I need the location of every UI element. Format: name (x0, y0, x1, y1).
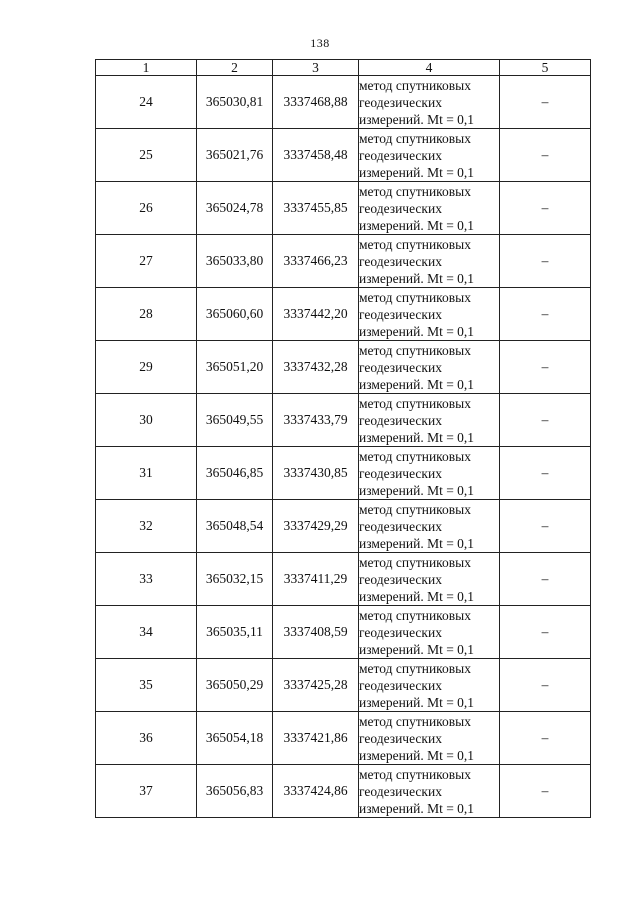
point-number-cell: 34 (96, 606, 197, 659)
y-coordinate-cell: 3337455,85 (273, 182, 359, 235)
point-number-cell: 32 (96, 500, 197, 553)
y-coordinate-cell: 3337458,48 (273, 129, 359, 182)
y-coordinate-cell: 3337466,23 (273, 235, 359, 288)
column-header: 2 (197, 60, 273, 76)
note-cell: – (500, 341, 591, 394)
table-row (96, 235, 591, 288)
method-cell: метод спутниковых геодезических измерений. Mt = 0,1 (359, 553, 500, 606)
x-coordinate-cell: 365056,83 (197, 765, 273, 818)
x-coordinate-cell: 365049,55 (197, 394, 273, 447)
x-coordinate-cell: 365054,18 (197, 712, 273, 765)
column-header: 3 (273, 60, 359, 76)
y-coordinate-cell: 3337430,85 (273, 447, 359, 500)
note-cell: – (500, 765, 591, 818)
point-number-cell: 28 (96, 288, 197, 341)
table-row (96, 341, 591, 394)
y-coordinate-cell: 3337429,29 (273, 500, 359, 553)
method-cell: метод спутниковых геодезических измерений. Mt = 0,1 (359, 712, 500, 765)
point-number-cell: 31 (96, 447, 197, 500)
method-cell: метод спутниковых геодезических измерений. Mt = 0,1 (359, 288, 500, 341)
point-number-cell: 27 (96, 235, 197, 288)
y-coordinate-cell: 3337425,28 (273, 659, 359, 712)
y-coordinate-cell: 3337442,20 (273, 288, 359, 341)
note-cell: – (500, 553, 591, 606)
table-row (96, 129, 591, 182)
method-cell: метод спутниковых геодезических измерений. Mt = 0,1 (359, 447, 500, 500)
table-row (96, 606, 591, 659)
table-row (96, 553, 591, 606)
note-cell: – (500, 500, 591, 553)
table-row (96, 182, 591, 235)
note-cell: – (500, 182, 591, 235)
point-number-cell: 33 (96, 553, 197, 606)
y-coordinate-cell: 3337421,86 (273, 712, 359, 765)
note-cell: – (500, 712, 591, 765)
note-cell: – (500, 394, 591, 447)
point-number-cell: 25 (96, 129, 197, 182)
x-coordinate-cell: 365051,20 (197, 341, 273, 394)
x-coordinate-cell: 365048,54 (197, 500, 273, 553)
table-row (96, 76, 591, 129)
table-row (96, 500, 591, 553)
coordinates-table (95, 59, 591, 818)
table-row (96, 765, 591, 818)
point-number-cell: 35 (96, 659, 197, 712)
y-coordinate-cell: 3337468,88 (273, 76, 359, 129)
x-coordinate-cell: 365050,29 (197, 659, 273, 712)
page-number: 138 (310, 36, 330, 50)
method-cell: метод спутниковых геодезических измерений. Mt = 0,1 (359, 659, 500, 712)
table-row (96, 712, 591, 765)
note-cell: – (500, 447, 591, 500)
note-cell: – (500, 129, 591, 182)
table-row (96, 447, 591, 500)
table-row (96, 659, 591, 712)
point-number-cell: 30 (96, 394, 197, 447)
x-coordinate-cell: 365033,80 (197, 235, 273, 288)
x-coordinate-cell: 365060,60 (197, 288, 273, 341)
method-cell: метод спутниковых геодезических измерений. Mt = 0,1 (359, 129, 500, 182)
point-number-cell: 24 (96, 76, 197, 129)
method-cell: метод спутниковых геодезических измерений. Mt = 0,1 (359, 182, 500, 235)
table-row (96, 288, 591, 341)
x-coordinate-cell: 365021,76 (197, 129, 273, 182)
note-cell: – (500, 288, 591, 341)
method-cell: метод спутниковых геодезических измерений. Mt = 0,1 (359, 606, 500, 659)
x-coordinate-cell: 365032,15 (197, 553, 273, 606)
y-coordinate-cell: 3337433,79 (273, 394, 359, 447)
point-number-cell: 37 (96, 765, 197, 818)
x-coordinate-cell: 365030,81 (197, 76, 273, 129)
y-coordinate-cell: 3337432,28 (273, 341, 359, 394)
table-row (96, 394, 591, 447)
method-cell: метод спутниковых геодезических измерений. Mt = 0,1 (359, 500, 500, 553)
y-coordinate-cell: 3337408,59 (273, 606, 359, 659)
point-number-cell: 26 (96, 182, 197, 235)
table-body (96, 76, 591, 818)
method-cell: метод спутниковых геодезических измерений. Mt = 0,1 (359, 76, 500, 129)
method-cell: метод спутниковых геодезических измерений. Mt = 0,1 (359, 394, 500, 447)
method-cell: метод спутниковых геодезических измерений. Mt = 0,1 (359, 341, 500, 394)
method-cell: метод спутниковых геодезических измерений. Mt = 0,1 (359, 235, 500, 288)
column-header: 5 (500, 60, 591, 76)
note-cell: – (500, 76, 591, 129)
point-number-cell: 29 (96, 341, 197, 394)
note-cell: – (500, 659, 591, 712)
table-header-row (96, 60, 591, 76)
x-coordinate-cell: 365024,78 (197, 182, 273, 235)
method-cell: метод спутниковых геодезических измерений. Mt = 0,1 (359, 765, 500, 818)
note-cell: – (500, 235, 591, 288)
note-cell: – (500, 606, 591, 659)
column-header: 4 (359, 60, 500, 76)
x-coordinate-cell: 365046,85 (197, 447, 273, 500)
y-coordinate-cell: 3337411,29 (273, 553, 359, 606)
x-coordinate-cell: 365035,11 (197, 606, 273, 659)
y-coordinate-cell: 3337424,86 (273, 765, 359, 818)
column-header: 1 (96, 60, 197, 76)
point-number-cell: 36 (96, 712, 197, 765)
